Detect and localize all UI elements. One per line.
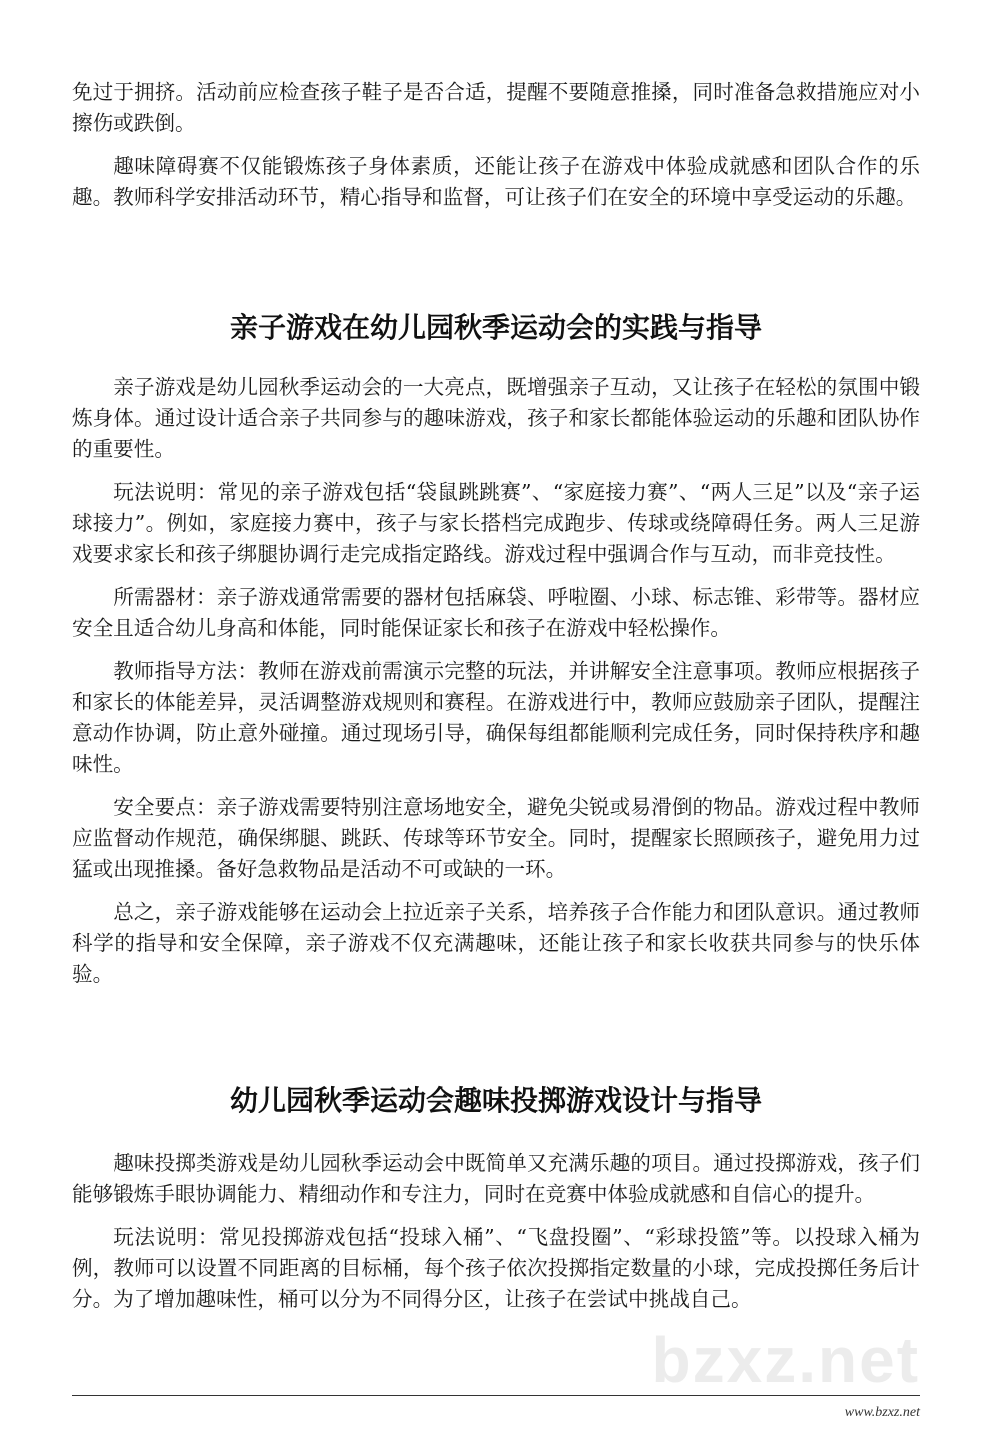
paragraph: 所需器材：亲子游戏通常需要的器材包括麻袋、呼啦圈、小球、标志锥、彩带等。器材应安全且适合幼儿身高和体能，同时能保证家长和孩子在游戏中轻松操作。	[72, 585, 920, 640]
paragraph: 教师指导方法：教师在游戏前需演示完整的玩法，并讲解安全注意事项。教师应根据孩子和家长的体能差异，灵活调整游戏规则和赛程。在游戏进行中，教师应鼓励亲子团队，提醒注意动作协调，防止意外碰撞。通过现场引导，确保每组都能顺利完成任务，同时保持秩序和趣味性。	[72, 659, 920, 776]
paragraph: 趣味投掷类游戏是幼儿园秋季运动会中既简单又充满乐趣的项目。通过投掷游戏，孩子们能够锻炼手眼协调能力、精细动作和专注力，同时在竞赛中体验成就感和自信心的提升。	[72, 1151, 920, 1206]
paragraph: 亲子游戏是幼儿园秋季运动会的一大亮点，既增强亲子互动，又让孩子在轻松的氛围中锻炼身体。通过设计适合亲子共同参与的趣味游戏，孩子和家长都能体验运动的乐趣和团队协作的重要性。	[72, 375, 920, 461]
footer-url: www.bzxz.net	[844, 1405, 920, 1420]
watermark-logo: bzxz.net	[651, 1324, 920, 1396]
section-title: 亲子游戏在幼儿园秋季运动会的实践与指导	[229, 311, 762, 344]
paragraph: 总之，亲子游戏能够在运动会上拉近亲子关系，培养孩子合作能力和团队意识。通过教师科学的指导和安全保障，亲子游戏不仅充满趣味，还能让孩子和家长收获共同参与的快乐体验。	[72, 900, 920, 986]
paragraph: 趣味障碍赛不仅能锻炼孩子身体素质，还能让孩子在游戏中体验成就感和团队合作的乐趣。教师科学安排活动环节，精心指导和监督，可让孩子们在安全的环境中享受运动的乐趣。	[72, 154, 920, 209]
paragraph: 玩法说明：常见的亲子游戏包括“袋鼠跳跳赛”、“家庭接力赛”、“两人三足”以及“亲子运球接力”。例如，家庭接力赛中，孩子与家长搭档完成跑步、传球或绕障碍任务。两人三足游戏要求家长和孩子绑腿协调行走完成指定路线。游戏过程中强调合作与互动，而非竞技性。	[72, 480, 920, 566]
paragraph: 安全要点：亲子游戏需要特别注意场地安全，避免尖锐或易滑倒的物品。游戏过程中教师应监督动作规范，确保绑腿、跳跃、传球等环节安全。同时，提醒家长照顾孩子，避免用力过猛或出现推搡。备好急救物品是活动不可或缺的一环。	[72, 795, 920, 881]
section-title: 幼儿园秋季运动会趣味投掷游戏设计与指导	[229, 1084, 762, 1117]
continued-paragraph: 免过于拥挤。活动前应检查孩子鞋子是否合适，提醒不要随意推搡，同时准备急救措施应对小擦伤或跌倒。	[72, 80, 920, 135]
paragraph: 玩法说明：常见投掷游戏包括“投球入桶”、“飞盘投圈”、“彩球投篮”等。以投球入桶为例，教师可以设置不同距离的目标桶，每个孩子依次投掷指定数量的小球，完成投掷任务后计分。为了增加趣味性，桶可以分为不同得分区，让孩子在尝试中挑战自己。	[72, 1225, 920, 1311]
